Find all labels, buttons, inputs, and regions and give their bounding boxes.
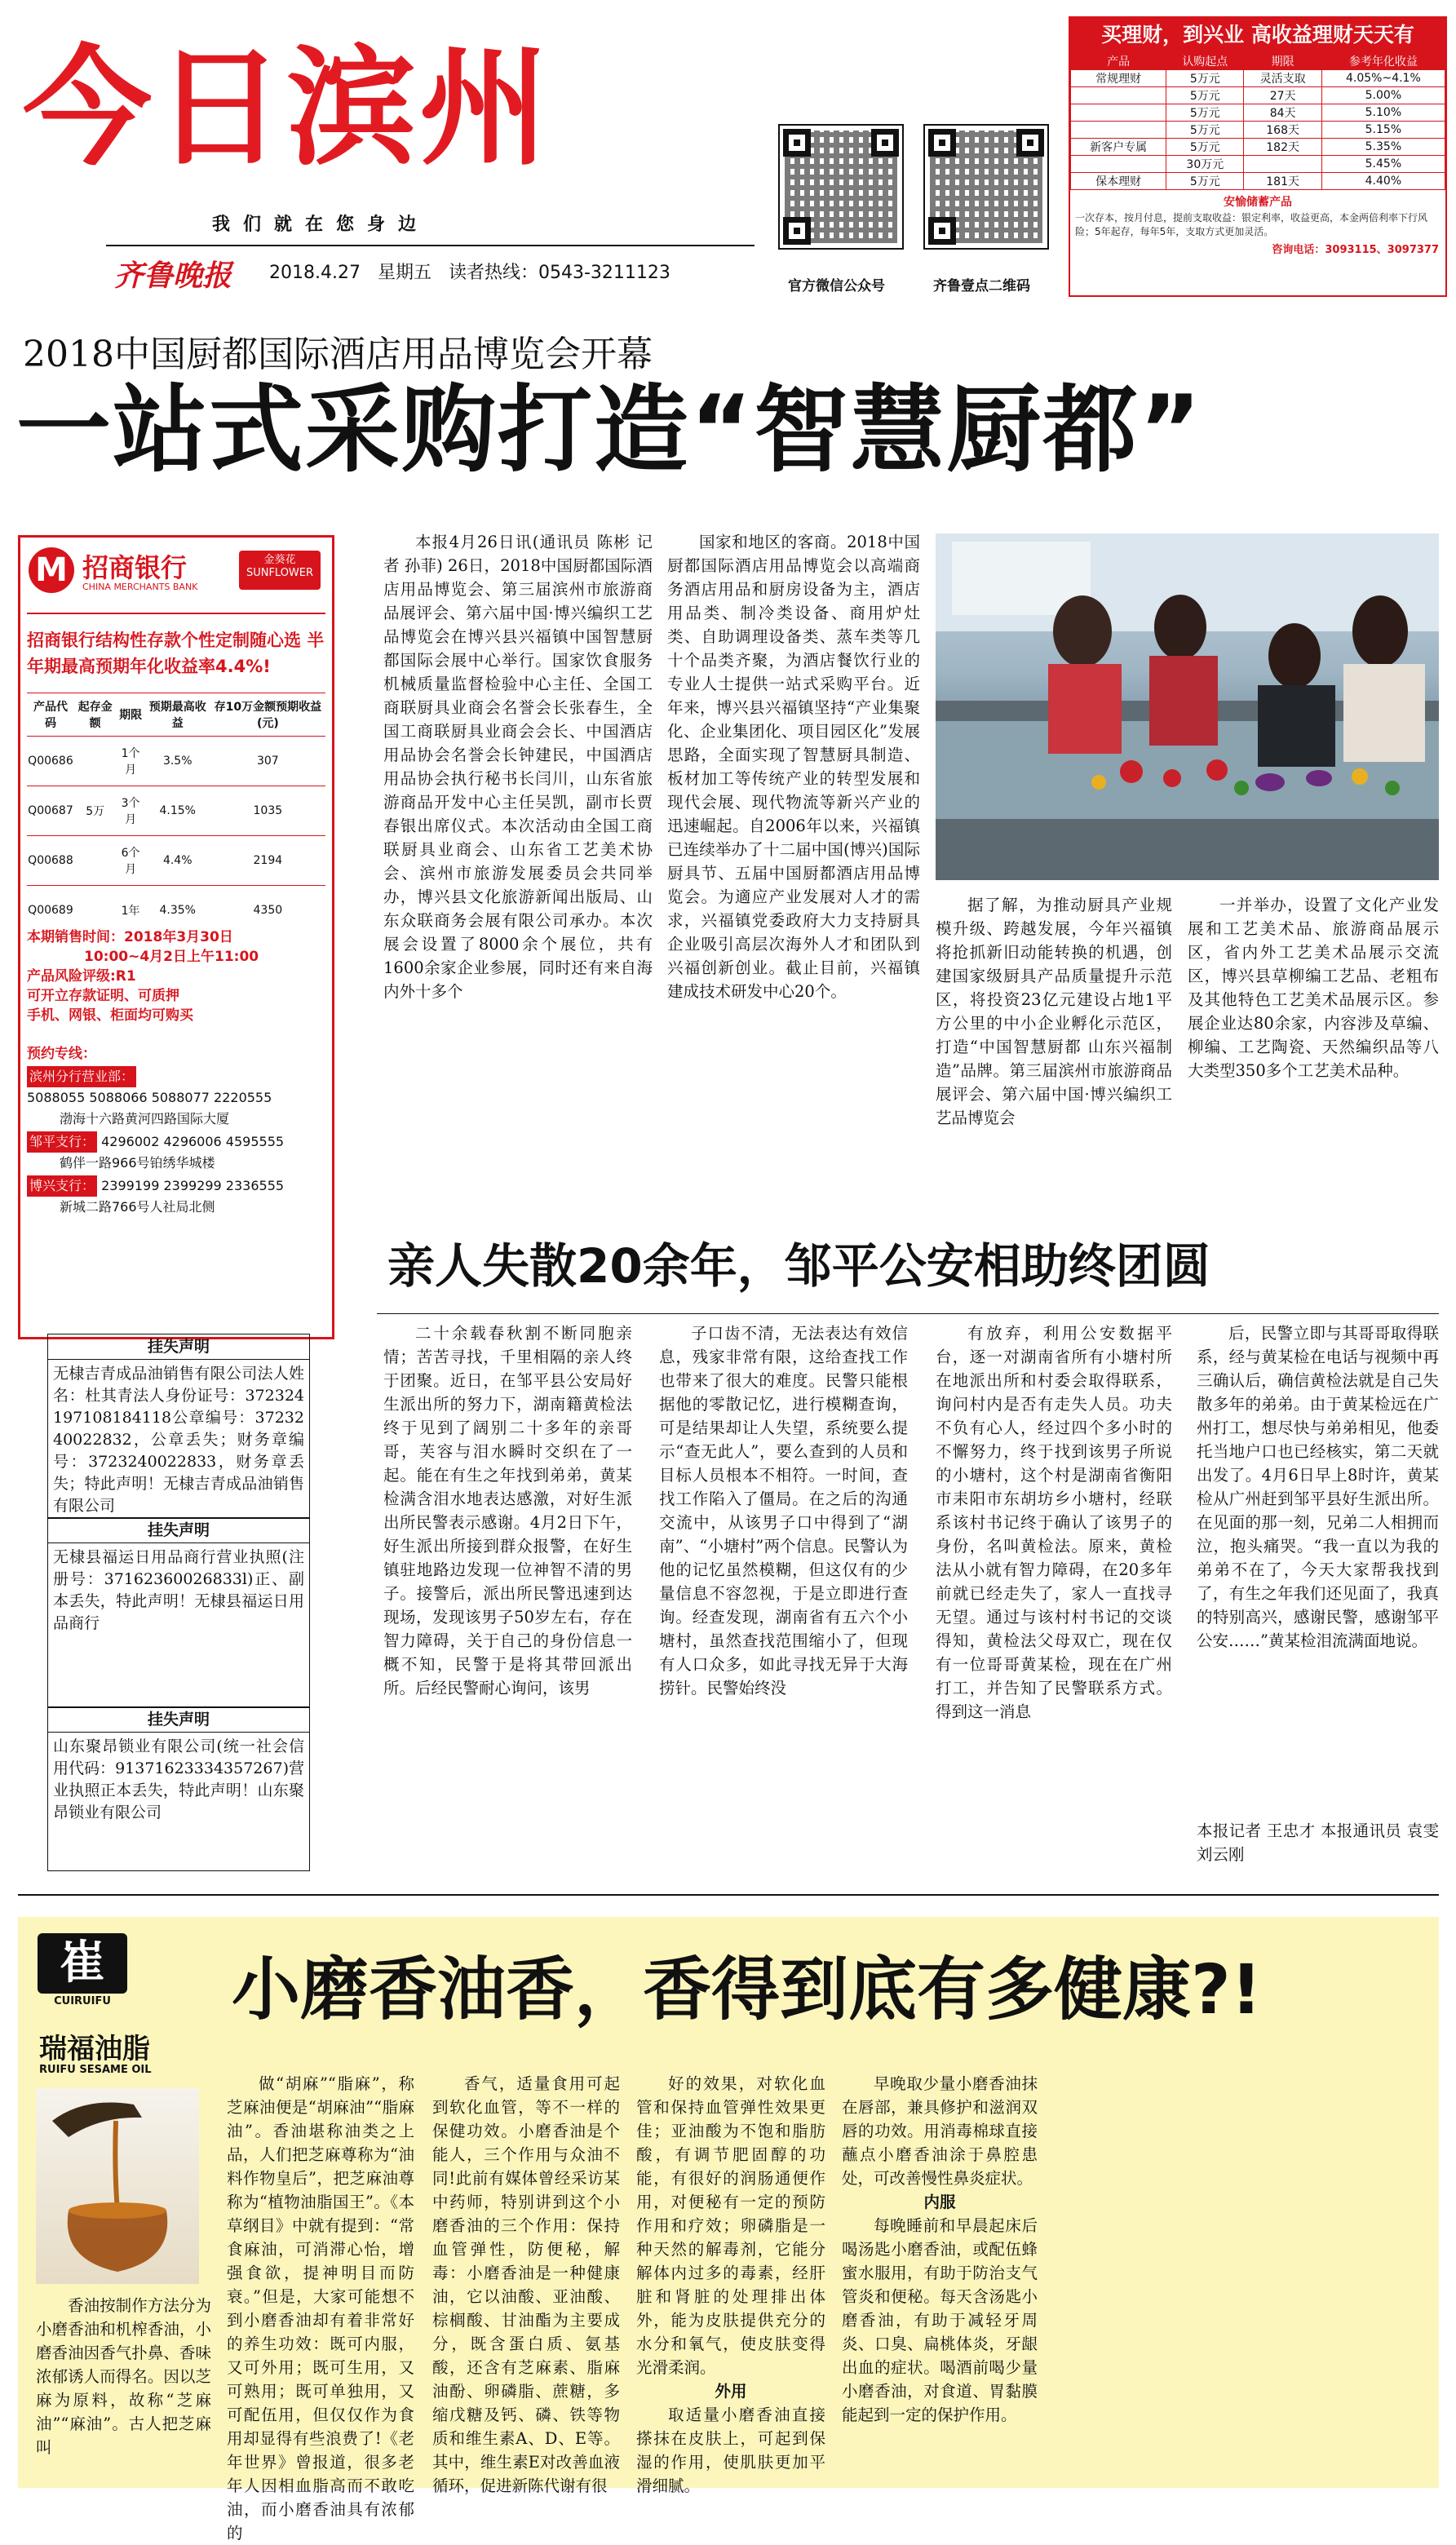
cmb-promo-text: 招商银行结构性存款个性定制随心选 半年期最高预期年化收益率4.4%! bbox=[27, 631, 325, 676]
cmb-table-cell: 1年 bbox=[116, 886, 144, 936]
notice-title: 挂失声明 bbox=[48, 1707, 309, 1733]
oil-column-1 bbox=[36, 2294, 211, 2481]
cmb-table-row bbox=[27, 836, 325, 886]
ruifu-logo-char: 崔 bbox=[38, 1933, 127, 1994]
cmb-divider bbox=[27, 613, 325, 614]
ruifu-brand-name: 瑞福油脂 bbox=[39, 2033, 150, 2065]
cmb-bank-en: CHINA MERCHANTS BANK bbox=[82, 582, 198, 592]
finance-cell-start: 5万元 bbox=[1166, 70, 1244, 87]
cmb-risk-line1: 产品风险评级:R1 bbox=[27, 968, 136, 985]
cmb-table-row bbox=[27, 737, 325, 786]
finance-subtitle: 安愉储蓄产品 bbox=[1224, 196, 1292, 209]
story2-column-2 bbox=[659, 1321, 908, 1811]
finance-cell-term: 168天 bbox=[1244, 122, 1321, 139]
finance-cell-rate: 5.15% bbox=[1321, 122, 1445, 139]
oil-col5-tail: 每晚睡前和早晨起床后喝汤匙小磨香油，或配伍蜂蜜水服用，有助于防治支气管炎和便秘。每天含汤匙小磨香油，有助于减轻牙周炎、口臭、扁桃体炎，牙龈出血的症状。喝酒前喝少量小磨香油，对食道、胃黏膜能起到一定的保护作用。 bbox=[842, 2216, 1038, 2424]
oil-col5-subhead: 内服 bbox=[923, 2193, 956, 2211]
finance-phone bbox=[1070, 241, 1445, 256]
cmb-branch3-address: 新城二路766号人社局北侧 bbox=[60, 1199, 215, 1215]
finance-cell-rate: 5.10% bbox=[1321, 104, 1445, 122]
sunflower-badge: 金葵花 SUNFLOWER bbox=[239, 551, 321, 590]
finance-cell-rate: 5.45% bbox=[1321, 156, 1445, 173]
cmb-branch2-phones: 4296002 4296006 4595555 bbox=[101, 1134, 285, 1149]
notice-title: 挂失声明 bbox=[48, 1334, 309, 1360]
finance-cell-term: 84天 bbox=[1244, 104, 1321, 122]
finance-row bbox=[1071, 139, 1445, 156]
finance-row bbox=[1071, 156, 1445, 173]
sesame-oil-photo bbox=[36, 2088, 199, 2284]
finance-col-header: 期限 bbox=[1244, 53, 1321, 70]
finance-cell-rate: 5.35% bbox=[1321, 139, 1445, 156]
finance-cell-product: 常规理财 bbox=[1071, 70, 1166, 87]
finance-phone-number: 3093115、3097377 bbox=[1325, 244, 1439, 256]
ruifu-brand-en: RUIFU SESAME OIL bbox=[39, 2064, 152, 2076]
cmb-table-cell: Q00686 bbox=[27, 737, 74, 786]
story1-col3-text: 据了解，为推动厨具产业规模升级、跨越发展，今年兴福镇将抢抓新旧动能转换的机遇，创建国家级厨具产品质量提升示范区，将投资23亿元建设占地1平方公里的中小企业孵化示范区，打造“中国智慧厨都 山东兴福制造”品牌。第三届滨州市旅游商品展评会、第六届中国·博兴编织工艺品博览会 bbox=[936, 896, 1172, 1127]
oil-col4-subhead: 外用 bbox=[715, 2382, 747, 2401]
cmb-sale-line2: 10:00~4月2日上午11:00 bbox=[84, 949, 259, 965]
story1-headline: 一站式采购打造“智慧厨都” bbox=[16, 375, 1203, 485]
cmb-col-header: 预期最高收益 bbox=[145, 693, 210, 737]
finance-cell-product bbox=[1071, 156, 1166, 173]
cmb-table-cell: 3个月 bbox=[116, 786, 144, 836]
cmb-product-table bbox=[27, 693, 325, 935]
cmb-branch3-label: 博兴支行： bbox=[27, 1175, 97, 1197]
oil-column-5 bbox=[842, 2072, 1038, 2480]
lost-notice-1 bbox=[47, 1334, 310, 1519]
cmb-table-cell: 4350 bbox=[210, 886, 325, 936]
cmb-branch2-address: 鹤伴一路966号铂绣华城楼 bbox=[60, 1155, 215, 1171]
finance-cell-product bbox=[1071, 122, 1166, 139]
cmb-bank-name: 招商银行 bbox=[82, 552, 188, 583]
finance-row bbox=[1071, 173, 1445, 190]
cmb-sale-line1: 本期销售时间：2018年3月30日 bbox=[27, 929, 233, 945]
cmb-risk-line2: 可开立存款证明、可质押 bbox=[27, 988, 179, 1004]
expo-photo-illustration bbox=[936, 533, 1439, 880]
oil-pour-illustration bbox=[36, 2088, 199, 2284]
cmb-table-cell: Q00687 bbox=[27, 786, 74, 836]
story2-rule bbox=[377, 1313, 1439, 1314]
cmb-table-cell: 4.4% bbox=[145, 836, 210, 886]
story2-column-4 bbox=[1197, 1321, 1439, 1843]
story1-column-3 bbox=[936, 893, 1172, 1203]
date-line bbox=[269, 259, 682, 284]
oil-column-2 bbox=[227, 2072, 414, 2543]
lost-notice-2 bbox=[47, 1517, 310, 1708]
story1-column-2 bbox=[667, 530, 920, 1101]
reader-hotline: 读者热线：0543-3211123 bbox=[448, 263, 670, 283]
finance-cell-product bbox=[1071, 104, 1166, 122]
cmb-table-cell: 1035 bbox=[210, 786, 325, 836]
oil-col5-text: 早晚取少量小磨香油抹在唇部，兼具修护和滋润双唇的功效。用消毒棉球直接蘸点小磨香油涂于鼻腔患处，可改善慢性鼻炎症状。 bbox=[842, 2074, 1038, 2188]
app-qr-label: 齐鲁壹点二维码 bbox=[933, 278, 1030, 294]
ad-separator bbox=[18, 1894, 1439, 1896]
cmb-table-cell: 4.15% bbox=[145, 786, 210, 836]
app-qr-code-icon[interactable] bbox=[923, 124, 1049, 250]
finance-ad-box bbox=[1069, 16, 1447, 297]
paper-name: 齐鲁晚报 bbox=[114, 259, 232, 293]
finance-row bbox=[1071, 104, 1445, 122]
finance-cell-term: 灵活支取 bbox=[1244, 70, 1321, 87]
cmb-contact-label: 预约专线： bbox=[27, 1046, 96, 1062]
finance-cell-start: 30万元 bbox=[1166, 156, 1244, 173]
oil-col2-text: 做“胡麻”“脂麻”，称芝麻油便是“胡麻油”“脂麻油”。香油堪称油类之上品，人们把芝麻尊称为“油料作物皇后”，把芝麻油尊称为“植物油脂国王”。《本草纲目》中就有提到：“常食麻油，可消滞心怡，增强食欲，提神明目而防衰。”但是，大家可能想不到小磨香油却有着非常好的养生功效：既可内服，又可外用；既可生用，又可熟用；既可单独用，又可配伍用，但仅仅作为食用却显得有些浪费了!《老年世界》曾报道，很多老年人因相血脂高而不敢吃油，而小磨香油具有浓郁的 bbox=[227, 2074, 414, 2543]
cmb-table-cell: 2194 bbox=[210, 836, 325, 886]
finance-cell-start: 5万元 bbox=[1166, 173, 1244, 190]
finance-cell-rate: 4.05%~4.1% bbox=[1321, 70, 1445, 87]
lost-notice-3 bbox=[47, 1706, 310, 1871]
finance-phone-label: 咨询电话： bbox=[1272, 244, 1325, 256]
story1-column-4 bbox=[1188, 893, 1439, 1203]
finance-row bbox=[1071, 87, 1445, 104]
finance-cell-product: 保本理财 bbox=[1071, 173, 1166, 190]
finance-cell-product bbox=[1071, 87, 1166, 104]
story2-headline: 亲人失散20余年，邹平公安相助终团圆 bbox=[387, 1238, 1210, 1294]
cmb-sale-info bbox=[27, 927, 325, 1025]
story2-column-3 bbox=[936, 1321, 1172, 1811]
finance-col-header: 参考年化收益 bbox=[1321, 53, 1445, 70]
cmb-branch1-address: 渤海十六路黄河四路国际大厦 bbox=[60, 1111, 230, 1126]
cmb-branch1-phones: 5088055 5088066 5088077 2220555 bbox=[27, 1090, 272, 1105]
story2-byline: 本报记者 王忠才 本报通讯员 袁雯 刘云刚 bbox=[1197, 1821, 1439, 1864]
cmb-logo-icon: M bbox=[29, 547, 74, 593]
cmb-table-cell: 5万 bbox=[74, 786, 117, 836]
cmb-branch2-label: 邹平支行： bbox=[27, 1131, 97, 1153]
finance-cell-product: 新客户专属 bbox=[1071, 139, 1166, 156]
expo-photo bbox=[936, 533, 1439, 880]
story2-col1-text: 二十余载春秋割不断同胞亲情；苦苦寻找，千里相隔的亲人终于团聚。近日，在邹平县公安局好生派出所的努力下，湖南籍黄检法终于见到了阔别二十多年的亲哥哥，芙容与泪水瞬时交织在了一起。能在有生之年找到弟弟，黄某检满含泪水地表达感激，对好生派出所民警表示感谢。4月2日下午，好生派出所接到群众报警，在好生镇驻地路边发现一位神智不清的男子。接警后，派出所民警迅速到达现场，发现该男子50岁左右，存在智力障碍，关于自己的身份信息一概不知，民警于是将其带回派出所。后经民警耐心询问，该男 bbox=[383, 1324, 632, 1697]
finance-cell-term: 181天 bbox=[1244, 173, 1321, 190]
oil-col4-tail: 取适量小磨香油直接搽抹在皮肤上，可起到保湿的作用，使肌肤更加平滑细腻。 bbox=[636, 2406, 825, 2495]
oil-column-3 bbox=[432, 2072, 620, 2495]
cmb-table-cell: 307 bbox=[210, 737, 325, 786]
oil-col1-text: 香油按制作方法分为小磨香油和机榨香油，小磨香油因香气扑鼻、香味浓郁诱人而得名。因以芝麻为原料，故称“芝麻油”“麻油”。古人把芝麻叫 bbox=[36, 2296, 211, 2457]
notice-body: 无棣县福运日用品商行营业执照(注册号：37162360026833l)正、副本丢失，特此声明！无棣县福运日用品商行 bbox=[53, 1548, 304, 1632]
finance-ad-header: 买理财，到兴业 高收益理财天天有 bbox=[1070, 18, 1445, 52]
oil-ad-headline: 小磨香油香，香得到底有多健康?! bbox=[232, 1950, 1263, 2029]
cmb-table-cell: 4.35% bbox=[145, 886, 210, 936]
masthead-rule bbox=[106, 245, 755, 246]
story1-col1-text: 本报4月26日讯(通讯员 陈彬 记者 孙菲) 26日，2018中国厨都国际酒店用品博览会、第三届滨州市旅游商品展评会、第六届中国·博兴编织工艺品博览会在博兴县兴福镇中国智慧厨都国际会展中心举行。国家饮食服务机械质量监督检验中心主任、全国工商联厨具业商会名誉会长张春生，全国工商联厨具业商会会长、中国酒店用品协会名誉会长钟建民，中国酒店用品协会执行秘书长闫川，山东省旅游商品开发中心主任吴凯，副市长贾春银出席仪式。本次活动由全国工商联厨具业商会、山东省工艺美术协会、滨州市旅游发展委员会共同举办，博兴县文化旅游新闻出版局、山东众联商务会展有限公司承办。本次展会设置了8000余个展位，共有1600余家企业参展，同时还有来自海内外十多个 bbox=[383, 533, 653, 1001]
finance-note: 一次存本，按月付息，提前支取收益：银定利率，收益更高，本金两倍利率下行风险；5年起存，每年5年，支取方式更加灵活。 bbox=[1075, 212, 1428, 237]
finance-cell-term bbox=[1244, 156, 1321, 173]
cmb-table-cell: 3.5% bbox=[145, 737, 210, 786]
sesame-oil-ad bbox=[18, 1917, 1439, 2543]
finance-row bbox=[1071, 122, 1445, 139]
oil-column-4 bbox=[636, 2072, 825, 2495]
issue-date: 2018.4.27 bbox=[269, 263, 361, 283]
finance-rate-table bbox=[1070, 52, 1445, 190]
finance-col-header: 产品 bbox=[1071, 53, 1166, 70]
cmb-branch3-phones: 2399199 2399299 2336555 bbox=[101, 1178, 285, 1193]
cmb-col-header: 存10万金额预期收益(元) bbox=[210, 693, 325, 737]
story1-col2-text: 国家和地区的客商。2018中国厨都国际酒店用品博览会以高端商务酒店用品和厨房设备为主，酒店用品类、制冷类设备、商用炉灶类、自助调理设备类、蒸车类等几十个品类齐聚，为酒店餐饮行业的专业人士提供一站式采购平台。近年来，博兴县兴福镇坚持“产业集聚化、企业集团化、项目园区化”发展思路，全面实现了智慧厨具制造、板材加工等传统产业的转型发展和现代会展、现代物流等新兴产业的迅速崛起。自2006年以来，兴福镇已连续举办了十二届中国(博兴)国际厨具节、五届中国厨都酒店用品博览会。为適应产业发展对人才的需求，兴福镇党委政府大力支持厨具企业吸引高层次海外人才和团队到兴福创新创业。截止目前，兴福镇建成技术研发中心20个。 bbox=[667, 533, 920, 1001]
story2-col4-text: 后，民警立即与其哥哥取得联系，经与黄某检在电话与视频中再三确认后，确信黄检法就是自己失散多年的弟弟。由于黄某检远在广州打工，想尽快与弟弟相见，他委托当地户口也已经核实，第二天就出发了。4月6日早上8时许，黄某检从广州赶到邹平县好生派出所。在见面的那一刻，兄弟二人相拥而泣，抱头痛哭。“我一直以为我的弟弟不在了，今天大家帮我找到了，有生之年我们还见面了，我真的特别高兴，感谢民警，感谢邹平公安……”黄某检泪流满面地说。 bbox=[1197, 1324, 1439, 1650]
finance-cell-rate: 5.00% bbox=[1321, 87, 1445, 104]
notice-body: 无棣吉青成品油销售有限公司法人姓名：杜其青法人身份证号：372324197108184118公章编号：3723240022832，公章丢失；财务章编号：3723240022833，财务章丢失；特此声明！无棣吉青成品油销售有限公司 bbox=[53, 1365, 304, 1515]
ruifu-logo-en: CUIRUIFU bbox=[54, 1995, 111, 2007]
finance-row bbox=[1071, 70, 1445, 87]
finance-cell-start: 5万元 bbox=[1166, 87, 1244, 104]
story2-column-1 bbox=[383, 1321, 632, 1811]
ruifu-logo-icon bbox=[38, 1933, 127, 2007]
cmb-col-header: 期限 bbox=[116, 693, 144, 737]
cmb-table-cell: Q00688 bbox=[27, 836, 74, 886]
notice-title: 挂失声明 bbox=[48, 1518, 309, 1543]
cmb-bank-ad bbox=[18, 535, 334, 1339]
story1-kicker: 2018中国厨都国际酒店用品博览会开幕 bbox=[23, 334, 653, 375]
finance-col-header: 认购起点 bbox=[1166, 53, 1244, 70]
oil-col3-text: 香气，适量食用可起到软化血管，等不一样的保健功效。小磨香油是个能人，三个作用与众油不同!此前有媒体曾经采访某中药师，特别讲到这个小磨香油的三个作用：保持血管弹性，防便秘，解毒：小磨香油是一种健康油，它以油酸、亚油酸、棕榈酸、甘油酯为主要成分，既含蛋白质、氨基酸，还含有芝麻素、脂麻油酚、卵磷脂、蔗糖，多缩戊糖及钙、磷、铁等物质和维生素A、D、E等。其中，维生素E对改善血液循环，促进新陈代谢有很 bbox=[432, 2074, 620, 2495]
wechat-qr-label: 官方微信公众号 bbox=[788, 278, 885, 294]
cmb-table-row bbox=[27, 786, 325, 836]
finance-cell-start: 5万元 bbox=[1166, 104, 1244, 122]
story1-column-1 bbox=[383, 530, 653, 1101]
cmb-contacts bbox=[27, 1043, 325, 1218]
cmb-table-cell: Q00689 bbox=[27, 886, 74, 936]
cmb-col-header: 产品代码 bbox=[27, 693, 74, 737]
masthead-title: 今日滨州 bbox=[23, 33, 551, 184]
finance-cell-term: 27天 bbox=[1244, 87, 1321, 104]
issue-weekday: 星期五 bbox=[377, 263, 431, 283]
cmb-table-cell bbox=[74, 836, 117, 886]
oil-col4-text: 好的效果，对软化血管和保持血管弹性效果更佳；亚油酸为不饱和脂肪酸，有调节肥固醇的功能，有很好的润肠通便作用，对便秘有一定的预防作用和疗效；卵磷脂是一种天然的解毒剂，它能分解体内过多的毒素，经肝脏和肾脏的处理排出体外，能为皮肤提供充分的水分和氧气，使皮肤变得光滑柔润。 bbox=[636, 2074, 825, 2377]
cmb-table-cell bbox=[74, 737, 117, 786]
finance-cell-rate: 4.40% bbox=[1321, 173, 1445, 190]
finance-cell-start: 5万元 bbox=[1166, 122, 1244, 139]
story2-col3-text: 有放弃，利用公安数据平台，逐一对湖南省所有小塘村所在地派出所和村委会取得联系，询问村内是否有走失人员。功夫不负有心人，经过四个多小时的不懈努力，终于找到该男子所说的小塘村，这个村是湖南省衡阳市耒阳市东胡坊乡小塘村，经联系该村书记终于确认了该男子的身份，名叫黄检法。原来，黄检法从小就有智力障碍，在20多年前就已经走失了，家人一直找寻无望。通过与该村村书记的交谈得知，黄检法父母双亡，现在仅有一位哥哥黄某检，现在在广州打工，并告知了民警联系方式。得到这一消息 bbox=[936, 1324, 1172, 1721]
finance-cell-term: 182天 bbox=[1244, 139, 1321, 156]
cmb-col-header: 起存金额 bbox=[74, 693, 117, 737]
cmb-risk-line3: 手机、网银、柜面均可购买 bbox=[27, 1007, 193, 1024]
masthead-slogan: 我们就在您身边 bbox=[212, 215, 430, 235]
wechat-qr-code-icon[interactable] bbox=[778, 124, 904, 250]
cmb-branch1-label: 滨州分行营业部： bbox=[27, 1066, 136, 1087]
finance-cell-start: 5万元 bbox=[1166, 139, 1244, 156]
story2-col2-text: 子口齿不清，无法表达有效信息，残家非常有限，这给查找工作也带来了很大的难度。民警只能根据他的零散记忆，进行模糊查询，可是结果却让人失望，系统要么提示“查无此人”，要么查到的人员和目标人员根本不相符。一时间，查找工作陷入了僵局。在之后的沟通交流中，从该男子口中得到了“湖南”、“小塘村”两个信息。民警认为他的记忆虽然模糊，但这仅有的少量信息不容忽视，于是立即进行查询。经查发现，湖南省有五六个小塘村，虽然查找范围缩小了，但现有人口众多，如此寻找无异于大海捞针。民警始终没 bbox=[659, 1324, 908, 1697]
notice-body: 山东聚昂锁业有限公司(统一社会信用代码：91371623334357267)营业执照正本丢失，特此声明！山东聚昂锁业有限公司 bbox=[53, 1737, 304, 1821]
story1-col4-text: 一并举办，设置了文化产业发展和工艺美术品、旅游商品展示区，省内外工艺美术品展示交流区，博兴县草柳编工艺品、老粗布及其他特色工艺美术品展示区。参展企业达80余家，内容涉及草编、柳编、工艺陶瓷、天然编织品等八大类型350多个工艺美术品种。 bbox=[1188, 896, 1439, 1080]
cmb-table-cell: 6个月 bbox=[116, 836, 144, 886]
cmb-table-cell: 1个月 bbox=[116, 737, 144, 786]
